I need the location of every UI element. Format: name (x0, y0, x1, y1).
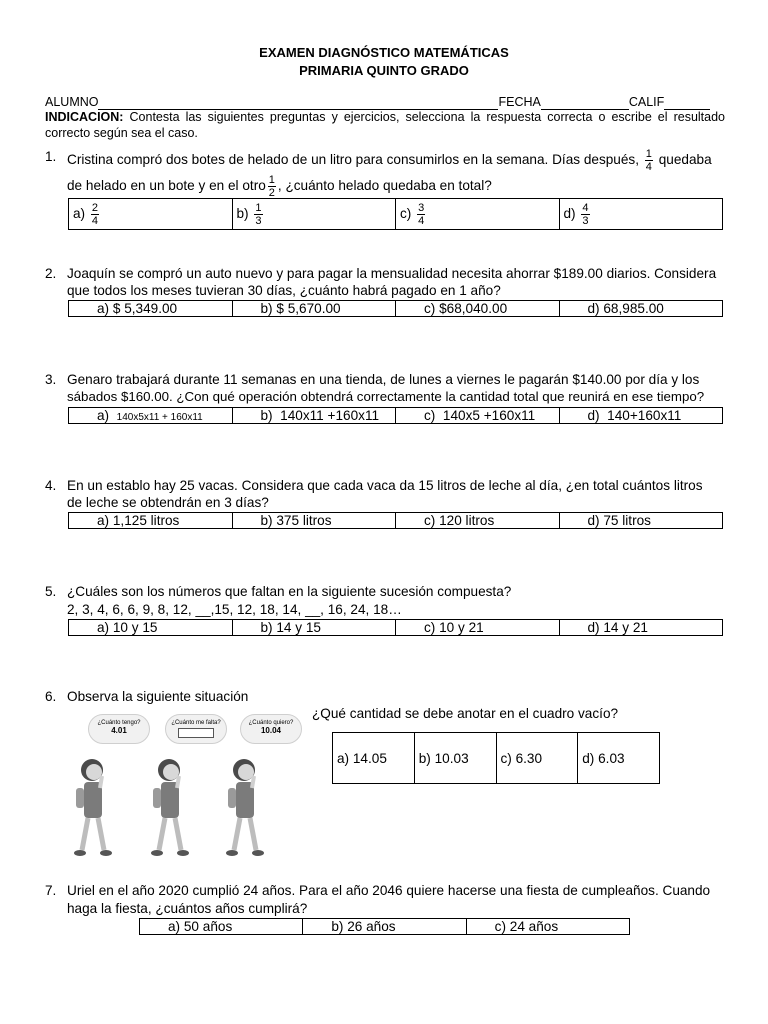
answer-options-q3 (68, 407, 723, 424)
exam-title: EXAMEN DIAGNÓSTICO MATEMÁTICAS (259, 45, 509, 60)
question-text: de leche se obtendrán en 3 días? (67, 495, 269, 510)
question-text: quedaba (658, 152, 712, 168)
question-text: Cristina compró dos botes de helado de un litro para consumirlos en la semana. Días después, (67, 152, 640, 168)
fecha-field[interactable] (541, 95, 629, 110)
option-b[interactable]: b) 10.03 (414, 733, 496, 784)
option-c[interactable]: c) 10 y 21 (396, 620, 560, 636)
question-text: ¿Cuáles son los números que faltan en la siguiente sucesión compuesta? (67, 584, 512, 599)
instructions-label: INDICACION: (45, 110, 124, 124)
question-text: , ¿cuánto helado quedaba en total? (277, 178, 492, 194)
option-b[interactable]: b) 140x11 +160x11 (232, 408, 396, 424)
question-text: Joaquín se compró un auto nuevo y para pagar la mensualidad necesita ahorrar $189.00 diarios. Considera (67, 266, 717, 281)
option-b[interactable]: b) $\frac{1}{3}$ (232, 199, 396, 230)
option-d[interactable]: d) 68,985.00 (559, 301, 723, 317)
option-d[interactable]: d) 6.03 (578, 733, 660, 784)
option-b[interactable]: b) 26 años (303, 919, 466, 935)
option-d[interactable]: d) $\frac{4}{3}$ (559, 199, 723, 230)
question-6 (45, 688, 725, 708)
question-number: 6. (45, 689, 57, 704)
option-c[interactable]: c) $\frac{3}{4}$ (396, 199, 560, 230)
question-4 (45, 477, 725, 513)
exam-subtitle: PRIMARIA QUINTO GRADO (299, 63, 469, 78)
option-a[interactable]: a) 10 y 15 (69, 620, 233, 636)
instructions-text: Contesta las siguientes preguntas y ejercicios, selecciona la respuesta correcta o escribe el resultado (123, 110, 725, 124)
question-number: 7. (45, 883, 57, 898)
option-d[interactable]: d) 14 y 21 (559, 620, 723, 636)
sequence-text: 2, 3, 4, 6, 6, 9, 8, 12, __,15, 12, 18, 14, __, 16, 24, 18… (67, 602, 402, 617)
option-b[interactable]: b) $ 5,670.00 (232, 301, 396, 317)
fraction: $\frac{1}{2}$ (268, 174, 275, 199)
question-text: Uriel en el año 2020 cumplió 24 años. Para el año 2046 quiere hacerse una fiesta de cumpleaños. Cuando (67, 883, 711, 898)
question-6-prompt: ¿Qué cantidad se debe anotar en el cuadro vacío? (312, 706, 619, 721)
question-1 (45, 146, 725, 199)
girl-figures (70, 710, 310, 870)
question-number: 5. (45, 584, 57, 599)
answer-options-q4 (68, 512, 723, 529)
question-text: En un establo hay 25 vacas. Considera que cada vaca da 15 litros de leche al día, ¿en total cuántos litros (67, 478, 703, 493)
question-text: Observa la siguiente situación (67, 689, 249, 704)
question-7 (45, 882, 725, 918)
option-c[interactable]: c) 24 años (466, 919, 629, 935)
option-b[interactable]: b) 375 litros (232, 513, 396, 529)
question-number: 2. (45, 266, 57, 281)
thought-bubble: ¿Cuánto quiero? 10.04 (240, 714, 302, 744)
thought-bubble: ¿Cuánto me falta? (165, 714, 227, 744)
question-number: 3. (45, 372, 57, 387)
calif-field[interactable] (664, 95, 710, 110)
thinking-girls-illustration (70, 710, 310, 870)
question-text: que todos los meses tuvieran 30 días, ¿cuánto habrá pagado en 1 año? (67, 283, 501, 298)
question-3 (45, 371, 725, 407)
student-info-line (45, 95, 725, 110)
question-5 (45, 583, 725, 619)
fecha-label: FECHA (498, 95, 541, 109)
fraction: $\frac{1}{4}$ (645, 148, 652, 173)
option-c[interactable]: c) 140x5 +160x11 (396, 408, 560, 424)
question-text: Genaro trabajará durante 11 semanas en una tienda, de lunes a viernes le pagarán $140.00 por día y los (67, 372, 700, 387)
alumno-label: ALUMNO (45, 95, 99, 109)
question-number: 1. (45, 149, 57, 164)
option-a[interactable]: a) $ 5,349.00 (69, 301, 233, 317)
option-d[interactable]: d) 75 litros (559, 513, 723, 529)
option-a[interactable]: a) 1,125 litros (69, 513, 233, 529)
instructions-line1 (45, 110, 725, 124)
calif-label: CALIF (628, 95, 665, 109)
question-number: 4. (45, 478, 57, 493)
question-text: haga la fiesta, ¿cuántos años cumplirá? (67, 901, 308, 916)
question-text: de helado en un bote y en el otro (67, 178, 266, 194)
option-a[interactable]: a) 50 años (140, 919, 303, 935)
question-2 (45, 265, 725, 301)
option-b[interactable]: b) 14 y 15 (232, 620, 396, 636)
option-a[interactable]: a) 14.05 (333, 733, 415, 784)
option-a[interactable]: a) $\frac{2}{4}$ (69, 199, 233, 230)
alumno-field[interactable] (98, 95, 498, 110)
answer-options-q7 (139, 918, 630, 935)
answer-options-q1 (68, 198, 723, 230)
answer-options-q5 (68, 619, 723, 636)
instructions-line2: correcto según sea el caso. (45, 126, 198, 140)
question-text: sábados $160.00. ¿Con qué operación obtendrá correctamente la cantidad total que reunirá en ese tiempo? (67, 389, 705, 404)
answer-options-q2 (68, 300, 723, 317)
option-a[interactable]: a) 140x5x11 + 160x11 (69, 408, 233, 424)
option-c[interactable]: c) 6.30 (496, 733, 578, 784)
option-d[interactable]: d) 140+160x11 (559, 408, 723, 424)
option-c[interactable]: c) 120 litros (396, 513, 560, 529)
answer-options-q6 (332, 732, 660, 784)
option-c[interactable]: c) $68,040.00 (396, 301, 560, 317)
thought-bubble: ¿Cuánto tengo? 4.01 (88, 714, 150, 744)
